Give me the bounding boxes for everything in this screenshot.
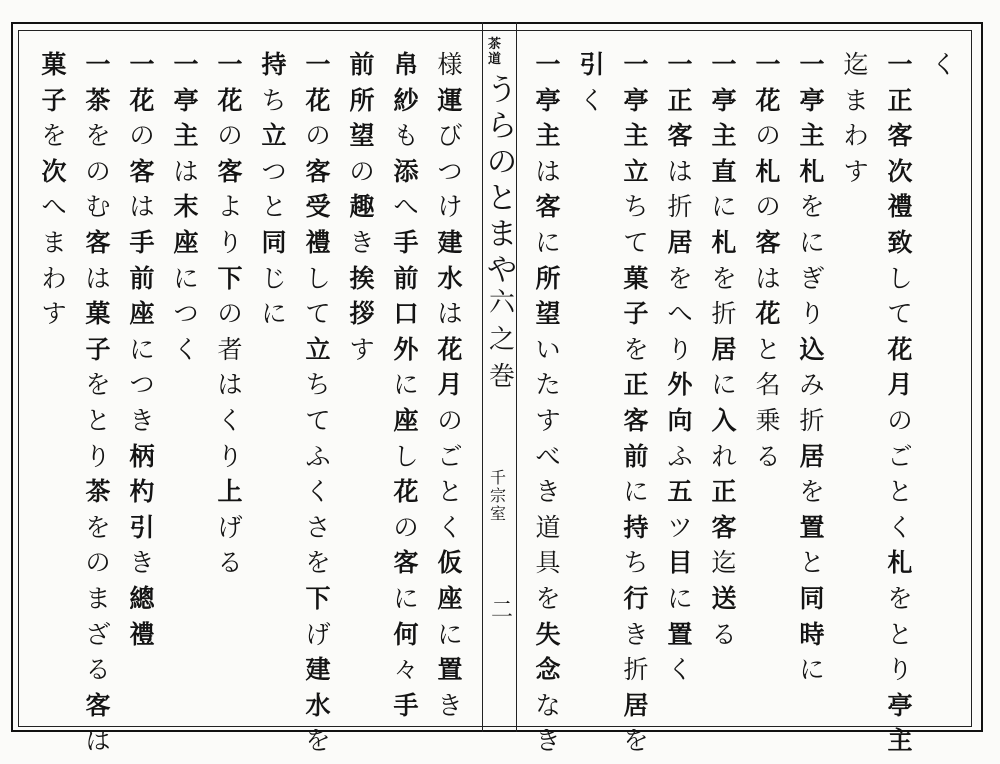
header-volume: 六 之 巻 — [488, 288, 515, 392]
header-title: う ら の と ま や — [487, 73, 517, 288]
text-column: 一 花 の 客 は 手 前 座 に つ き 柄 杓 引 き 總 禮 — [129, 50, 155, 649]
page-number: 二 — [490, 598, 513, 623]
text-column: 引 く — [579, 50, 605, 115]
text-column: 菓 子 を 次 へ ま わ す — [41, 50, 67, 329]
text-column: 帛 紗 も 添 へ 手 前 口 外 に 座 し 花 の 客 に 何 々 手 — [393, 50, 419, 720]
text-column: 一 亭 主 は 客 に 所 望 い た す べ き 道 具 を 失 念 な き — [535, 50, 561, 756]
text-column: 一 正 客 次 禮 致 し て 花 月 の ご と く 札 を と り 亭 主 — [887, 50, 913, 756]
text-column: 持 ち 立 つ と 同 じ に — [261, 50, 287, 329]
text-column: 一 亭 主 札 を に ぎ り 込 み 折 居 を 置 と 同 時 に — [799, 50, 825, 685]
text-column: 一 亭 主 は 末 座 に つ く — [173, 50, 199, 364]
header-category: 茶 道 — [488, 37, 502, 67]
text-column: 様 運 び つ け 建 水 は 花 月 の ご と く 仮 座 に 置 き — [437, 50, 463, 720]
text-column: 一 花 の 客 受 禮 し て 立 ち て ふ く さ を 下 げ 建 水 を — [305, 50, 331, 756]
text-column: 一 亭 主 直 に 札 を 折 居 に 入 れ 正 客 迄 送 る — [711, 50, 737, 649]
text-column: 前 所 望 の 趣 き 挨 拶 す — [349, 50, 375, 364]
text-column: 一 花 の 客 よ り 下 の 者 は く り 上 げ る — [217, 50, 243, 578]
text-column: 迄 ま わ す — [843, 50, 869, 186]
text-column: く — [931, 50, 957, 79]
text-column: 一 亭 主 立 ち て 菓 子 を 正 客 前 に 持 ち 行 き 折 居 を — [623, 50, 649, 756]
text-column: 一 正 客 は 折 居 を へ り 外 向 ふ 五 ツ 目 に 置 く — [667, 50, 693, 685]
text-column: 一 花 の 札 の 客 は 花 と 名 乗 る — [755, 50, 781, 471]
running-header — [482, 38, 522, 728]
text-column: 一 茶 を の む 客 は 菓 子 を と り 茶 を の ま ざ る 客 は — [85, 50, 111, 756]
header-author: 千 宗 室 — [490, 468, 507, 523]
